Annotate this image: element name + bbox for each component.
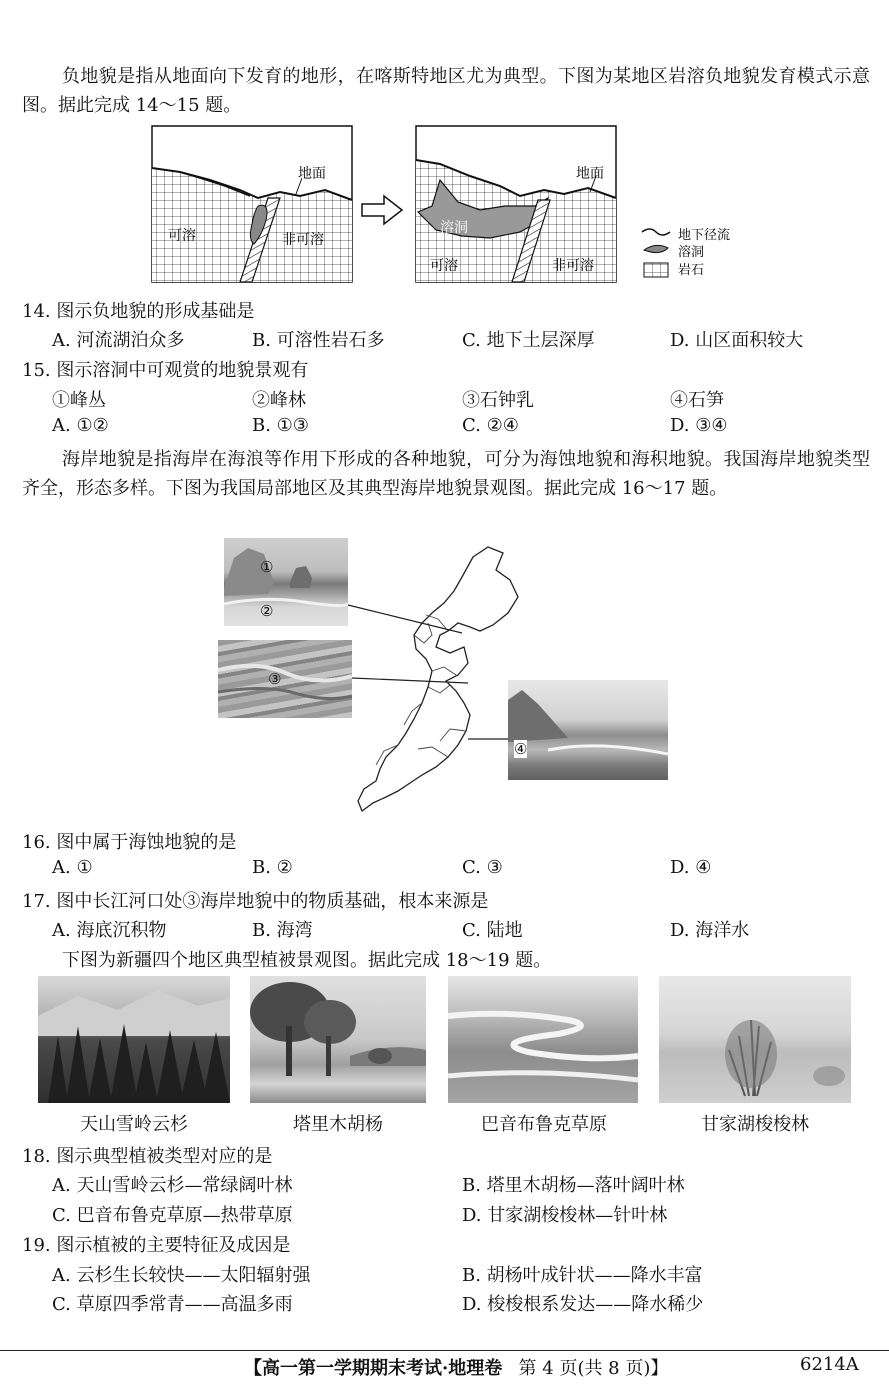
q17-option-a[interactable]: A. 海底沉积物 [52,920,167,941]
q15-option-c[interactable]: C. ②④ [462,415,519,436]
q17-option-d[interactable]: D. 海洋水 [670,920,750,941]
q15-item-1: ①峰丛 [52,390,106,411]
q15-option-b[interactable]: B. ①③ [252,415,309,436]
veg-photo-grassland [448,976,638,1103]
q14-option-a[interactable]: A. 河流湖泊众多 [52,330,185,351]
q18-option-b[interactable]: B. 塔里木胡杨—落叶阔叶林 [462,1175,685,1196]
q17-option-c[interactable]: C. 陆地 [462,920,523,941]
question-stem: 17. 图中长江河口处③海岸地貌中的物质基础，根本来源是 [22,891,489,912]
q16-option-a[interactable]: A. ① [52,857,93,878]
coast-photo-4 [508,680,668,780]
veg-photo-saxaul [659,976,851,1103]
veg-photo-spruce [38,976,230,1103]
q15-item-3: ③石钟乳 [462,390,534,411]
footer-code: 6214A [800,1354,859,1375]
question-16 [22,828,236,854]
question-stem: 15. 图示溶洞中可观赏的地貌景观有 [22,360,309,381]
intro-vegetation: 下图为新疆四个地区典型植被景观图。据此完成 18～19 题。 [62,950,552,971]
q18-option-c[interactable]: C. 巴音布鲁克草原—热带草原 [52,1205,293,1226]
intro-paragraph-karst [22,62,870,120]
question-19 [22,1231,290,1257]
label-soluble-after: 可溶 [430,258,458,274]
intro-text: 负地貌是指从地面向下发育的地形，在喀斯特地区尤为典型。下图为某地区岩溶负地貌发育模式示意图。据此完成 14～15 题。 [22,66,870,116]
question-14 [22,297,254,323]
label-ground-after: 地面 [576,166,604,182]
q17-option-b[interactable]: B. 海湾 [252,920,313,941]
marker-2: ② [260,602,274,620]
marker-4: ④ [514,740,528,758]
q19-option-a[interactable]: A. 云杉生长较快——太阳辐射强 [52,1265,311,1286]
q16-option-b[interactable]: B. ② [252,857,293,878]
label-insoluble-before: 非可溶 [282,232,324,248]
caption-poplar: 塔里木胡杨 [293,1114,383,1135]
footer-rule [0,1350,889,1351]
marker-1: ① [260,558,274,576]
question-stem: 19. 图示植被的主要特征及成因是 [22,1235,291,1256]
coast-photo-3 [218,640,352,718]
marker-3: ③ [268,670,282,688]
q14-option-b[interactable]: B. 可溶性岩石多 [252,330,385,351]
karst-diagram [140,120,770,288]
q18-option-a[interactable]: A. 天山雪岭云杉—常绿阔叶林 [52,1175,293,1196]
underground-runoff-icon [642,229,670,235]
intro-text: 海岸地貌是指海岸在海浪等作用下形成的各种地貌，可分为海蚀地貌和海积地貌。我国海岸地貌类型齐全，形态多样。下图为我国局部地区及其典型海岸地貌景观图。据此完成 16～17 题。 [22,449,870,499]
karst-legend [642,229,670,277]
legend-rock-label: 岩石 [678,263,705,278]
caption-saxaul: 甘家湖梭梭林 [701,1114,809,1135]
karst-panel-before [152,126,352,282]
footer [244,1354,668,1380]
label-soluble-before: 可溶 [168,228,196,244]
caption-grassland: 巴音布鲁克草原 [481,1114,607,1135]
rock-legend-icon [644,263,668,277]
question-17 [22,887,488,913]
q15-option-d[interactable]: D. ③④ [670,415,728,436]
veg-photo-poplar [250,976,426,1103]
caption-spruce: 天山雪岭云杉 [80,1114,188,1135]
label-ground-before: 地面 [298,166,326,182]
question-stem: 18. 图示典型植被类型对应的是 [22,1146,273,1167]
question-stem: 14. 图示负地貌的形成基础是 [22,301,255,322]
cave-legend-icon [644,245,668,252]
q19-option-d[interactable]: D. 梭梭根系发达——降水稀少 [462,1294,704,1315]
legend-runoff-label: 地下径流 [678,228,731,243]
legend-cave-label: 溶洞 [678,245,705,260]
question-18 [22,1142,272,1168]
coast-figure [218,535,670,819]
footer-title: 【高一第一学期期末考试·地理卷 [244,1358,503,1379]
label-insoluble-after: 非可溶 [552,258,594,274]
q14-option-c[interactable]: C. 地下土层深厚 [462,330,595,351]
footer-page: 第 4 页(共 8 页)】 [518,1358,669,1379]
q19-option-c[interactable]: C. 草原四季常青——高温多雨 [52,1294,293,1315]
q15-item-4: ④石笋 [670,390,724,411]
label-cave: 溶洞 [440,220,468,236]
arrow-icon [362,196,402,224]
q16-option-d[interactable]: D. ④ [670,857,712,878]
question-15 [22,356,308,382]
coast-photo-1 [224,538,348,626]
q15-item-2: ②峰林 [252,390,306,411]
q16-option-c[interactable]: C. ③ [462,857,503,878]
intro-paragraph-coast [22,445,870,503]
q18-option-d[interactable]: D. 甘家湖梭梭林—针叶林 [462,1205,668,1226]
q19-option-b[interactable]: B. 胡杨叶成针状——降水丰富 [462,1265,703,1286]
question-stem: 16. 图中属于海蚀地貌的是 [22,832,237,853]
q14-option-d[interactable]: D. 山区面积较大 [670,330,804,351]
q15-option-a[interactable]: A. ①② [52,415,109,436]
